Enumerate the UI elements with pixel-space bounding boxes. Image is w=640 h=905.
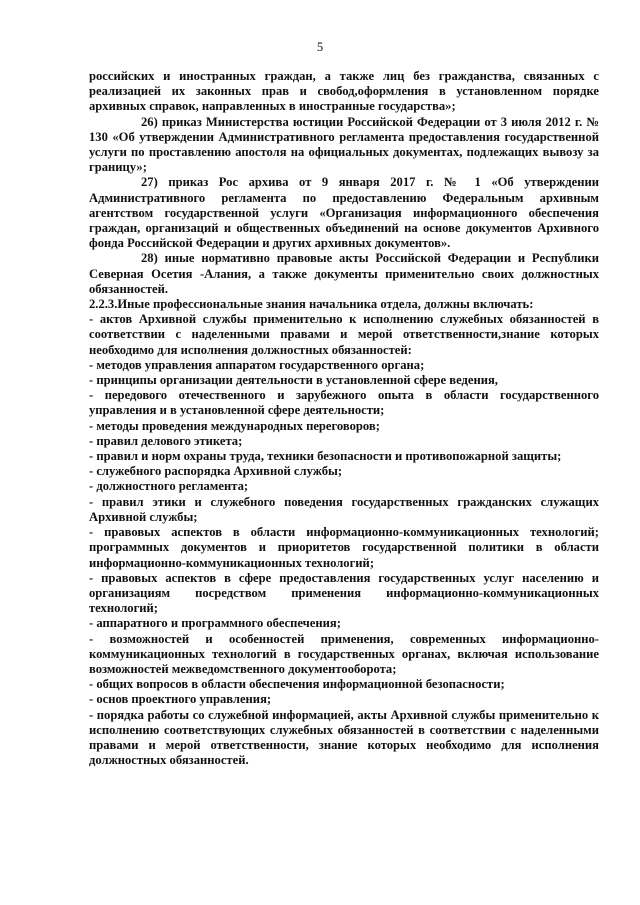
list-item: - актов Архивной службы применительно к исполнению служебных обязанностей в соответствии с наделенными правами и мерой ответственности,знание которых необходимо для исполнения должностных обязанностей: — [89, 312, 599, 357]
list-item: - правил и норм охраны труда, техники безопасности и противопожарной защиты; — [89, 449, 562, 464]
list-item: - правовых аспектов в области информационно-коммуникационных технологий; программных документов и приоритетов государственной политики в области информационно-коммуникационных технологий; — [89, 525, 599, 570]
numbered-paragraph: 26) приказ Министерства юстиции Российской Федерации от 3 июля 2012 г. № 130 «Об утверждении Административного регламента предоставления государственной услуги по проставлению апостоля на официальных документах, подлежащих вывозу за границу»; — [89, 114, 599, 175]
list-item: - должностного регламента; — [89, 479, 249, 494]
list-item: - передового отечественного и зарубежного опыта в области государственного управления и в установленной сфере деятельности; — [89, 388, 599, 418]
list-item: - общих вопросов в области обеспечения информационной безопасности; — [89, 677, 505, 692]
list-item: - порядка работы со служебной информацией, акты Архивной службы применительно к исполнению соответствующих служебных обязанностей в соответствии с наделенными правами и мерой ответственности, знание которых необходимо для исполнения должностных обязанностей. — [89, 707, 599, 768]
list-item: - правовых аспектов в сфере предоставления государственных услуг населению и организациям посредством применения информационно-коммуникационных технологий; — [89, 570, 599, 616]
paragraph-continuation: российских и иностранных граждан, а также лиц без гражданства, связанных с реализацией их законных прав и свобод,оформления в установленном порядке архивных справок, направленных в иностранные государства»; — [89, 69, 599, 114]
list-item: - методы проведения международных переговоров; — [89, 418, 380, 433]
list-item: - принципы организации деятельности в установленной сфере ведения, — [89, 373, 498, 388]
list-item: - возможностей и особенностей применения, современных информационно-коммуникационных технологий в государственных органах, включая использование возможностей межведомственного документооборота; — [89, 631, 599, 676]
list-item: - основ проектного управления; — [89, 692, 272, 707]
section-heading: 2.2.3.Иные профессиональные знания начальника отдела, должны включать: — [89, 297, 534, 312]
list-item: - правил делового этикета; — [89, 433, 243, 448]
list-item: - служебного распорядка Архивной службы; — [89, 464, 343, 479]
document-body — [89, 69, 599, 768]
list-item: - правил этики и служебного поведения государственных гражданских служащих Архивной службы; — [89, 494, 599, 524]
numbered-paragraph: 28) иные нормативно правовые акты Российской Федерации и Республики Северная Осетия -Алания, а также документы применительно своих должностных обязанностей. — [89, 251, 599, 296]
list-item: - аппаратного и программного обеспечения; — [89, 616, 341, 631]
page-number: 5 — [316, 40, 324, 54]
list-item: - методов управления аппаратом государственного органа; — [89, 357, 425, 372]
numbered-paragraph: 27) приказ Рос архива от 9 января 2017 г. № 1 «Об утверждении Административного регламента по предоставлению Федеральным архивным агентством государственной услуги «Организация информационного обеспечения граждан, организаций и общественных объединений на основе документов Архивного фонда Российской Федерации и других архивных документов». — [89, 175, 599, 251]
